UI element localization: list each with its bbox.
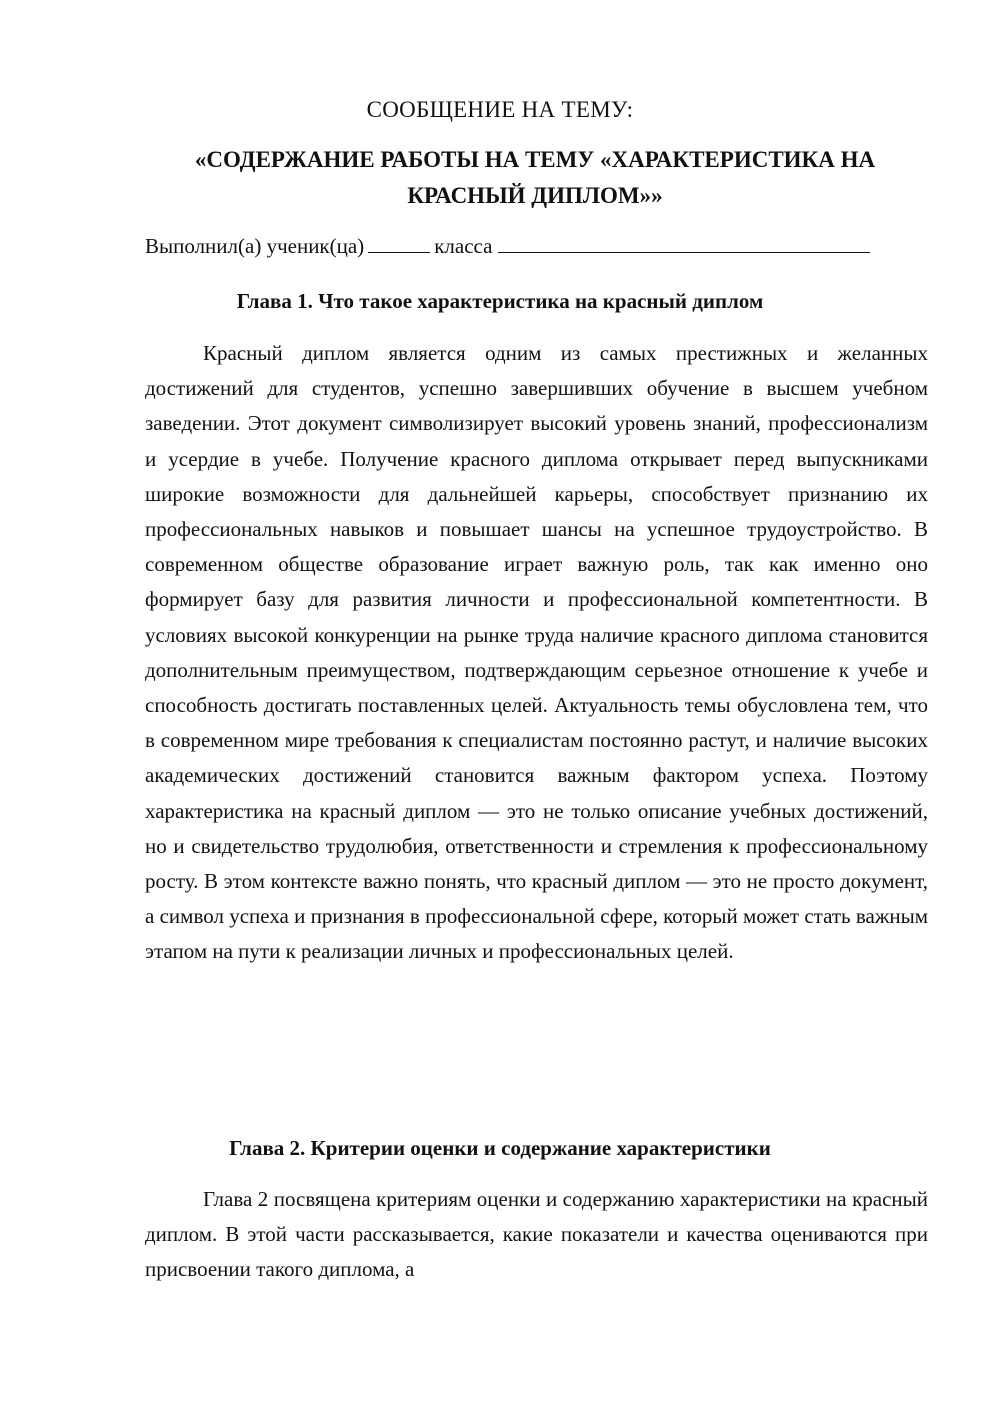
- chapter-1-heading: Глава 1. Что такое характеристика на красный диплом: [236, 289, 764, 313]
- chapter-1-paragraph: Красный диплом является одним из самых престижных и желанных достижений для студентов, успешно завершивших обучение в высшем учебном заведении. Этот документ символизирует высокий уровень знаний, профессионализм и усердие в учебе. Получение красного диплома открывает перед выпускниками широкие возможности для дальнейшей карьеры, способствует признанию их профессиональных навыков и повышает шансы на успешное трудоустройство. В современном обществе образование играет важную роль, так как именно оно формирует базу для развития личности и профессиональной компетентности. В условиях высокой конкуренции на рынке труда наличие красного диплома становится дополнительным преимуществом, подтверждающим серьезное отношение к учебе и способность достигать поставленных целей. Актуальность темы обусловлена тем, что в современном мире требования к специалистам постоянно растут, и наличие высоких академических достижений становится важным фактором успеха. Поэтому характеристика на красный диплом — это не только описание учебных достижений, но и свидетельство трудолюбия, ответственности и стремления к профессиональному росту. В этом контексте важно понять, что красный диплом — это не просто документ, а символ успеха и признания в профессиональной сфере, который может стать важным этапом на пути к реализации личных и профессиональных целей.: [145, 341, 928, 964]
- document-title: «СОДЕРЖАНИЕ РАБОТЫ НА ТЕМУ «ХАРАКТЕРИСТИКА НА КРАСНЫЙ ДИПЛОМ»»: [194, 147, 876, 208]
- author-middle: класса: [434, 234, 493, 258]
- author-line: [145, 231, 935, 261]
- class-blank: [368, 234, 430, 253]
- chapter-2-paragraph: Глава 2 посвящена критериям оценки и содержанию характеристики на красный диплом. В этой части рассказывается, какие показатели и качества оцениваются при присвоении такого диплома, а: [145, 1187, 928, 1282]
- chapter-2-heading: Глава 2. Критерии оценки и содержание характеристики: [229, 1136, 771, 1160]
- author-prefix: Выполнил(а) ученик(ца): [145, 234, 365, 258]
- document-header: [0, 92, 1000, 128]
- name-blank: [498, 234, 870, 253]
- header-text: СООБЩЕНИЕ НА ТЕМУ:: [366, 97, 634, 122]
